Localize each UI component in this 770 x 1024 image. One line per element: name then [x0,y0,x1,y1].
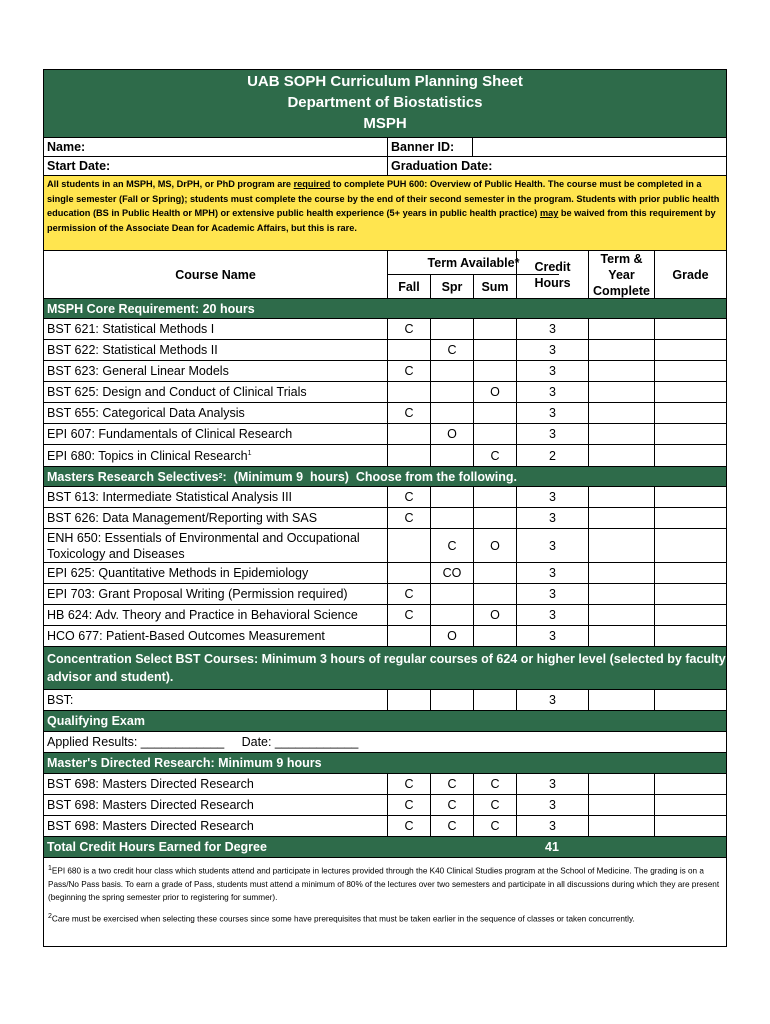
qualifying-row [44,732,726,753]
col-fall: Fall [387,275,430,298]
credit-hours-cell: 3 [516,584,588,604]
col-sum: Sum [473,275,516,298]
grade-cell[interactable] [654,508,726,528]
sheet-header [44,70,726,138]
term-complete-cell[interactable] [588,403,654,423]
course-name [44,774,387,794]
grade-cell[interactable] [654,563,726,583]
term-complete-cell[interactable] [588,487,654,507]
course-row [44,340,726,361]
footnote-1 [48,862,722,904]
grade-cell[interactable] [654,319,726,339]
course-name-text: EPI 607: Fundamentals of Clinical Research [47,427,293,441]
header-degree: MSPH [363,115,407,132]
fall-cell: C [387,774,430,794]
sum-cell [473,626,516,646]
grade-cell[interactable] [654,487,726,507]
fall-cell: C [387,795,430,815]
selective-courses [44,487,726,647]
puh600-notice [44,176,726,251]
course-name [44,487,387,507]
fall-cell [387,445,430,466]
term-complete-cell[interactable] [588,319,654,339]
spr-cell: O [430,424,473,444]
grade-cell[interactable] [654,816,726,836]
course-name-text: BST 613: Intermediate Statistical Analysis III [47,490,293,504]
fall-cell: C [387,508,430,528]
start-date-row [44,157,726,176]
sum-cell: C [473,445,516,466]
course-row [44,382,726,403]
grade-cell[interactable] [654,774,726,794]
footnotes [44,858,726,946]
notice-required: required [293,179,331,189]
banner-id-label: Banner ID: [387,138,472,156]
notice-text-1: All students in an MSPH, MS, DrPH, or PhD program are [47,179,294,189]
sum-cell [473,340,516,360]
name-label: Name: [47,140,86,154]
course-row [44,361,726,382]
course-name-text: BST 626: Data Management/Reporting with SAS [47,511,318,525]
credit-hours-cell: 3 [516,626,588,646]
fall-cell [387,340,430,360]
spr-cell: C [430,795,473,815]
grade-cell[interactable] [654,340,726,360]
term-complete-cell[interactable] [588,529,654,562]
grade-cell[interactable] [654,361,726,381]
course-name [44,340,387,360]
course-name [44,319,387,339]
credit-hours-cell: 3 [516,382,588,402]
course-name-text: HCO 677: Patient-Based Outcomes Measurement [47,629,325,643]
fall-cell: C [387,403,430,423]
spr-cell [430,584,473,604]
name-row [44,138,726,157]
spr-cell [430,605,473,625]
spr-cell [430,690,473,710]
col-term-year-complete: Term & Year Complete [588,251,654,298]
credit-hours-cell: 3 [516,774,588,794]
fall-cell: C [387,605,430,625]
course-name [44,605,387,625]
course-row [44,774,726,795]
course-row [44,445,726,467]
sum-cell [473,690,516,710]
total-label: Total Credit Hours Earned for Degree [47,840,267,854]
notice-may: may [539,208,559,218]
directed-courses [44,774,726,837]
course-name-text: BST 622: Statistical Methods II [47,343,218,357]
grade-cell[interactable] [654,584,726,604]
column-header-row [44,251,726,299]
credit-hours-cell: 2 [516,445,588,466]
term-complete-cell[interactable] [588,584,654,604]
credit-hours-cell: 3 [516,361,588,381]
grade-cell[interactable] [654,626,726,646]
course-row [44,487,726,508]
course-row [44,424,726,445]
header-title: UAB SOPH Curriculum Planning Sheet [247,73,523,90]
credit-hours-cell: 3 [516,795,588,815]
footnote-2-text: Care must be exercised when selecting these courses since some have prerequisites that must be taken earlier in the sequence of classes or taken concurrently. [51,914,635,924]
course-name-text: BST 621: Statistical Methods I [47,322,215,336]
term-complete-cell[interactable] [588,563,654,583]
credit-hours-cell: 3 [516,319,588,339]
course-row [44,795,726,816]
credit-hours-cell: 3 [516,340,588,360]
term-complete-cell[interactable] [588,605,654,625]
course-name-text: EPI 680: Topics in Clinical Research [47,448,248,463]
credit-hours-cell: 3 [516,529,588,562]
qualifying-heading: Qualifying Exam [44,711,726,732]
footnote-1-text: EPI 680 is a two credit hour class which students attend and participate in lectures provided through the K40 Clinical Studies program at the School of Medicine. The grading is on a Pass/No Pass basis. To earn a grade of Pass, students must attend a minimum of 80% of the lectures over two semesters and participate in all discussions during which they are present (beginning the spring semester prior to registering for summer). [48,866,720,902]
credit-hours-cell: 3 [516,563,588,583]
term-complete-cell[interactable] [588,774,654,794]
course-name-text: BST 698: Masters Directed Research [47,777,254,791]
fall-cell [387,529,430,562]
spr-cell: C [430,816,473,836]
footnote-2 [48,910,722,926]
total-value: 41 [545,840,559,854]
grade-cell[interactable] [654,403,726,423]
spr-cell [430,487,473,507]
core-courses [44,319,726,467]
spr-cell [430,445,473,466]
course-row [44,403,726,424]
course-name [44,626,387,646]
grade-cell[interactable] [654,795,726,815]
spr-cell [430,403,473,423]
course-name [44,795,387,815]
course-name [44,563,387,583]
course-name-text: EPI 703: Grant Proposal Writing (Permission required) [47,587,348,601]
term-complete-cell[interactable] [588,816,654,836]
course-name-text: BST 698: Masters Directed Research [47,798,254,812]
course-name-text: BST 655: Categorical Data Analysis [47,406,245,420]
course-row [44,584,726,605]
course-name [44,361,387,381]
course-row [44,529,726,563]
term-complete-cell[interactable] [588,340,654,360]
grade-cell[interactable] [654,529,726,562]
total-row [44,837,726,858]
term-complete-cell[interactable] [588,795,654,815]
footnote-2-mark: 2 [48,912,52,920]
selectives-heading-rest: : (Minimum 9 hours) Choose from the following. [222,469,517,484]
col-course-name: Course Name [175,267,256,282]
credit-hours-cell: 3 [516,508,588,528]
spr-cell [430,361,473,381]
credit-hours-cell: 3 [516,487,588,507]
fall-cell: C [387,319,430,339]
course-name [44,445,387,466]
spr-cell: C [430,340,473,360]
header-department: Department of Biostatistics [287,94,483,111]
course-name [44,382,387,402]
fall-cell [387,382,430,402]
grade-cell[interactable] [654,605,726,625]
course-row [44,563,726,584]
concentration-bst-label[interactable]: BST: [47,693,74,707]
core-heading: MSPH Core Requirement: 20 hours [44,299,726,319]
course-row [44,626,726,647]
course-name [44,424,387,444]
course-name-text: BST 623: General Linear Models [47,364,229,378]
grade-cell[interactable] [654,445,726,466]
directed-heading: Master's Directed Research: Minimum 9 hours [44,753,726,774]
credit-hours-cell: 3 [516,424,588,444]
sum-cell [473,563,516,583]
credit-hours-cell: 3 [516,605,588,625]
spr-cell [430,382,473,402]
notice-text-3: be waived from this requirement by permission of the Associate Dean for Academic Affairs, but this is rare. [47,208,716,233]
sum-cell: O [473,382,516,402]
course-name-text: EPI 625: Quantitative Methods in Epidemiology [47,566,309,580]
col-spr: Spr [430,275,473,298]
sum-cell [473,361,516,381]
term-complete-cell[interactable] [588,361,654,381]
start-date-label: Start Date: [47,159,111,173]
fall-cell: C [387,584,430,604]
notice-text-2: to complete PUH 600: Overview of Public Health. The course must be completed in a single semester (Fall or Spring); students must complete the course by the end of their second semester in the program. Students with prior public health education (BS in Public Health or MPH) or extensive public health experience (5+ years in public health practice) [47,179,720,218]
sum-cell: C [473,816,516,836]
col-credit-hours: Credit Hours [516,251,588,298]
sum-cell [473,424,516,444]
fall-cell [387,690,430,710]
term-complete-cell[interactable] [588,690,654,710]
curriculum-sheet [43,69,727,947]
selectives-heading-text: Masters Research Selectives [47,469,219,484]
footnote-1-mark: 1 [48,865,52,872]
banner-id-field[interactable] [472,138,726,156]
course-name [44,816,387,836]
course-name [44,584,387,604]
sum-cell: C [473,774,516,794]
spr-cell [430,508,473,528]
course-name-text: BST 698: Masters Directed Research [47,819,254,833]
col-term-available: Term Available* [387,251,559,275]
spr-cell: O [430,626,473,646]
sum-cell [473,319,516,339]
term-complete-cell[interactable] [588,626,654,646]
course-name [44,529,387,562]
course-name [44,403,387,423]
selectives-heading [44,467,726,487]
concentration-heading: Concentration Select BST Courses: Minimum 3 hours of regular courses of 624 or higher level (selected by faculty advisor and student). [44,647,726,690]
sum-cell [473,487,516,507]
sum-cell: C [473,795,516,815]
spr-cell [430,319,473,339]
fall-cell: C [387,361,430,381]
spr-cell: C [430,529,473,562]
course-name-text: ENH 650: Essentials of Environmental and Occupational Toxicology and Diseases [47,530,360,561]
spr-cell: CO [430,563,473,583]
fall-cell [387,626,430,646]
fall-cell: C [387,816,430,836]
course-name-text: HB 624: Adv. Theory and Practice in Behavioral Science [47,608,358,622]
course-row [44,319,726,340]
grade-cell[interactable] [654,382,726,402]
credit-hours-cell: 3 [516,816,588,836]
sum-cell: O [473,529,516,562]
term-complete-cell[interactable] [588,445,654,466]
fall-cell [387,424,430,444]
grade-cell[interactable] [654,424,726,444]
grade-cell[interactable] [654,690,726,710]
graduation-date-label: Graduation Date: [387,157,517,175]
spr-cell: C [430,774,473,794]
term-complete-cell[interactable] [588,382,654,402]
course-name-text: BST 625: Design and Conduct of Clinical Trials [47,385,307,399]
course-footnote-mark: 1 [247,449,252,457]
sum-cell [473,584,516,604]
sum-cell [473,403,516,423]
sum-cell: O [473,605,516,625]
sum-cell [473,508,516,528]
fall-cell [387,563,430,583]
term-complete-cell[interactable] [588,508,654,528]
credit-hours-cell: 3 [516,403,588,423]
course-row [44,508,726,529]
course-row [44,816,726,837]
concentration-hours: 3 [516,690,588,710]
qualifying-applied[interactable]: Applied Results: ____________ Date: ____________ [47,735,359,749]
course-row [44,605,726,626]
concentration-row [44,690,726,711]
course-name [44,508,387,528]
selectives-footnote-mark: 2 [218,473,223,480]
term-complete-cell[interactable] [588,424,654,444]
col-grade: Grade [654,251,726,298]
fall-cell: C [387,487,430,507]
